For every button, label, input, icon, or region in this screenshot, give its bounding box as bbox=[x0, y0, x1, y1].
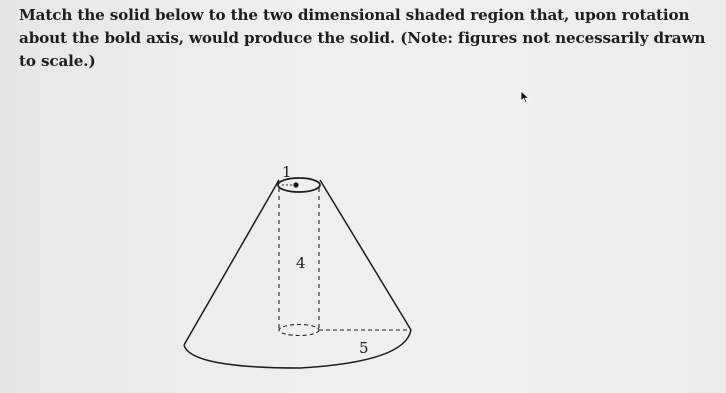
base-radius-label: 5 bbox=[359, 339, 369, 357]
cone-right-side bbox=[320, 180, 411, 330]
mouse-cursor-icon bbox=[520, 90, 530, 104]
height-label: 4 bbox=[296, 254, 306, 272]
top-radius-label: 1 bbox=[282, 163, 292, 181]
cone-left-side bbox=[184, 180, 279, 345]
question-text: Match the solid below to the two dimensional shaded region that, upon rotation about the bold axis, would produce the solid. (Note: figures not necessarily drawn to scale.) bbox=[19, 6, 706, 70]
hole-bottom-ellipse bbox=[279, 325, 319, 336]
